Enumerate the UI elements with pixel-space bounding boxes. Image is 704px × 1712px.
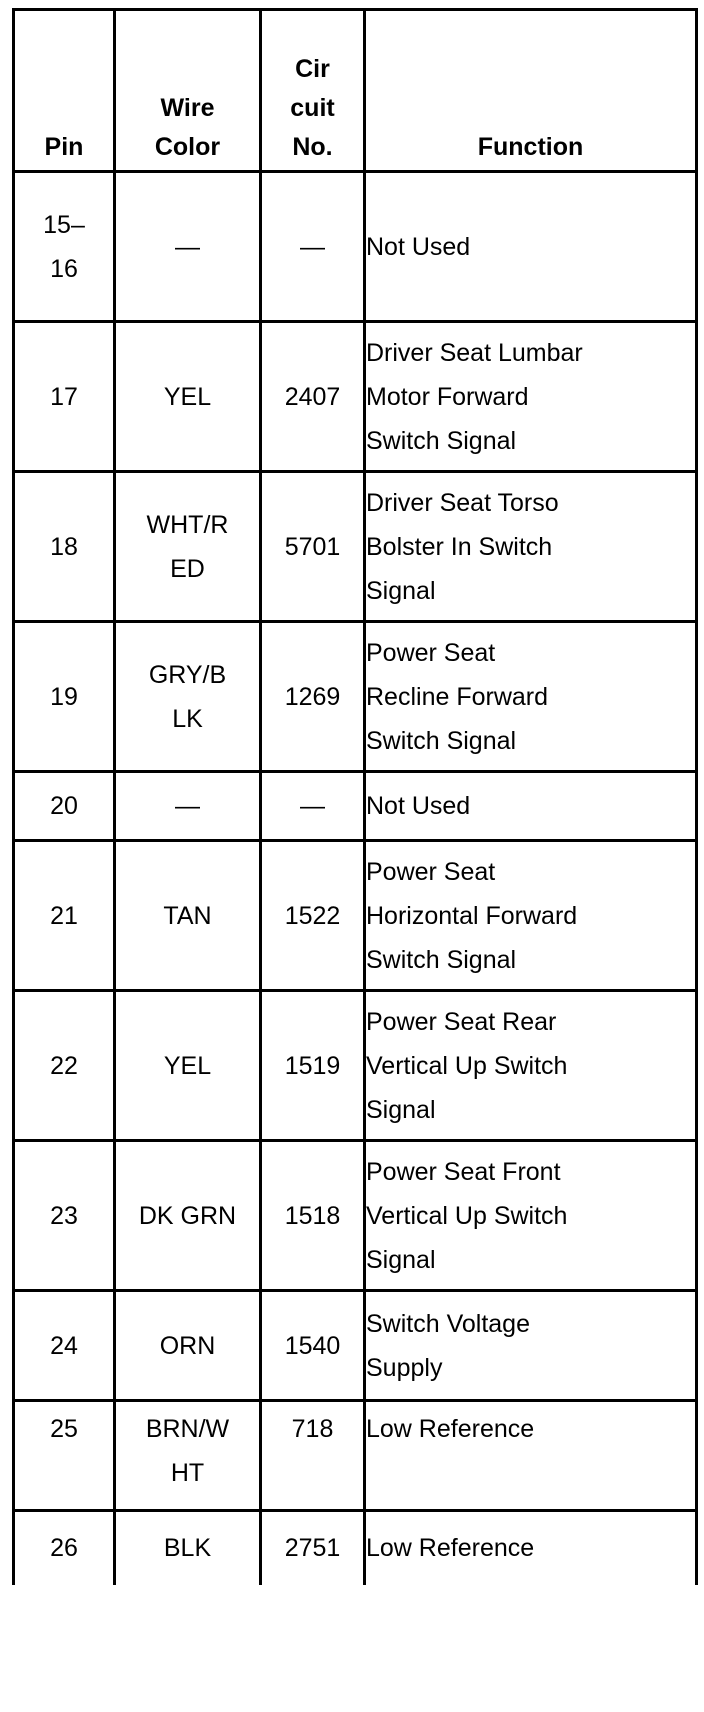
- function-cell: Switch Voltage Supply: [365, 1291, 697, 1401]
- header-wire-color: Wire Color: [115, 10, 261, 172]
- function-cell: Low Reference: [365, 1511, 697, 1585]
- wire-color-cell: WHT/R ED: [115, 472, 261, 622]
- header-function: Function: [365, 10, 697, 172]
- header-circuit-no: Cir cuit No.: [261, 10, 365, 172]
- circuit-cell: 718: [261, 1401, 365, 1511]
- pin-cell: 24: [14, 1291, 115, 1401]
- pin-cell: 26: [14, 1511, 115, 1585]
- circuit-cell: 1519: [261, 991, 365, 1141]
- function-cell: Not Used: [365, 772, 697, 841]
- function-cell: Driver Seat Torso Bolster In Switch Signal: [365, 472, 697, 622]
- circuit-cell: 2751: [261, 1511, 365, 1585]
- wire-color-cell: YEL: [115, 991, 261, 1141]
- table-row: [14, 1291, 697, 1401]
- header-pin: Pin: [14, 10, 115, 172]
- function-cell: Not Used: [365, 172, 697, 322]
- table-row: [14, 622, 697, 772]
- function-cell: Low Reference: [365, 1401, 697, 1511]
- table-row: [14, 322, 697, 472]
- wire-color-cell: —: [115, 172, 261, 322]
- pin-cell: 17: [14, 322, 115, 472]
- function-cell: Power Seat Recline Forward Switch Signal: [365, 622, 697, 772]
- table-row: [14, 991, 697, 1141]
- wire-color-cell: YEL: [115, 322, 261, 472]
- pin-cell: 15– 16: [14, 172, 115, 322]
- circuit-cell: 1540: [261, 1291, 365, 1401]
- table-row: [14, 472, 697, 622]
- function-cell: Power Seat Front Vertical Up Switch Signal: [365, 1141, 697, 1291]
- pin-cell: 20: [14, 772, 115, 841]
- circuit-cell: 1522: [261, 841, 365, 991]
- function-cell: Power Seat Horizontal Forward Switch Signal: [365, 841, 697, 991]
- circuit-cell: 1518: [261, 1141, 365, 1291]
- table-row: [14, 772, 697, 841]
- pin-cell: 22: [14, 991, 115, 1141]
- wire-color-cell: —: [115, 772, 261, 841]
- header-row: [14, 10, 697, 172]
- function-cell: Power Seat Rear Vertical Up Switch Signal: [365, 991, 697, 1141]
- wire-color-cell: TAN: [115, 841, 261, 991]
- circuit-cell: —: [261, 172, 365, 322]
- pin-cell: 19: [14, 622, 115, 772]
- table-row: [14, 172, 697, 322]
- table-row: [14, 841, 697, 991]
- wire-color-cell: GRY/B LK: [115, 622, 261, 772]
- pin-cell: 23: [14, 1141, 115, 1291]
- wire-color-cell: ORN: [115, 1291, 261, 1401]
- wire-color-cell: BRN/W HT: [115, 1401, 261, 1511]
- wire-color-cell: BLK: [115, 1511, 261, 1585]
- circuit-cell: —: [261, 772, 365, 841]
- table-row: [14, 1141, 697, 1291]
- pin-cell: 18: [14, 472, 115, 622]
- pinout-table: [12, 8, 698, 1585]
- circuit-cell: 5701: [261, 472, 365, 622]
- circuit-cell: 2407: [261, 322, 365, 472]
- circuit-cell: 1269: [261, 622, 365, 772]
- table-row: [14, 1401, 697, 1511]
- pin-cell: 25: [14, 1401, 115, 1511]
- wire-color-cell: DK GRN: [115, 1141, 261, 1291]
- pin-cell: 21: [14, 841, 115, 991]
- function-cell: Driver Seat Lumbar Motor Forward Switch Signal: [365, 322, 697, 472]
- table-row: [14, 1511, 697, 1585]
